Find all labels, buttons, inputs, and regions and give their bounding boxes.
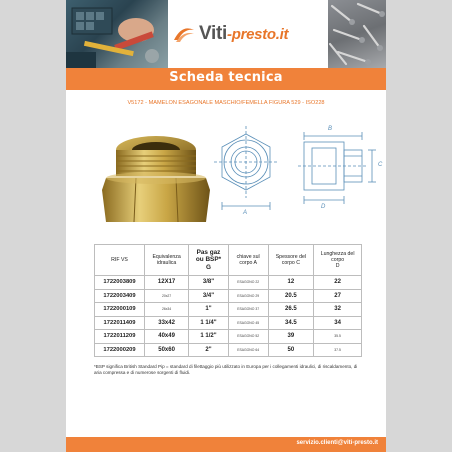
technical-drawing (206, 120, 386, 230)
product-subtitle: V5172 - MAMELON ESAGONALE MASCHIO/FEMELLA FIGURA 529 - ISO228 (127, 100, 325, 106)
col-length: Lunghezza del corpo D (314, 245, 362, 276)
header-tools-photo (66, 0, 168, 68)
drawing-label-b: B (328, 126, 333, 132)
col-equiv: Equivalenza idraulica (145, 245, 189, 276)
bsp-footnote: *BSP significa British Standard Pip = standard di filettaggio più utilizzato in Europa per i collegamenti idraulici, di riscaldamento, di aria compressa e di numerose sorgenti di fluidi. (94, 364, 358, 376)
drawing-label-a: A (243, 210, 248, 216)
footer-bar (66, 437, 386, 452)
brand-name: Viti-presto.it (199, 23, 289, 44)
brand-logo[interactable] (172, 20, 288, 48)
col-gas: Pas gaz ou BSP* G (189, 245, 229, 276)
datasheet-page (66, 0, 386, 452)
table-row: 1722011209 40x49 1 1/2" ESAGONO 52 39 35.5 (95, 330, 362, 344)
banner (66, 68, 386, 90)
header-screws-photo (328, 0, 386, 68)
spec-table-header (95, 245, 362, 276)
table-row: 1722011409 33x42 1 1/4" ESAGONO 45 34.5 34 (95, 316, 362, 330)
table-row: 1722003809 12X17 3/8" ESAGONO 22 12 22 (95, 276, 362, 290)
drawing-label-d: D (321, 204, 326, 210)
table-row: 1722000109 26x34 1" ESAGONO 37 26.5 32 (95, 303, 362, 317)
col-key: chiave sul corpo A (228, 245, 268, 276)
spec-table (94, 244, 362, 357)
product-image (90, 128, 220, 233)
banner-title: Scheda tecnica (169, 70, 283, 85)
drawing-label-c: C (378, 162, 383, 168)
col-thickness: Spessore del corpo C (268, 245, 314, 276)
table-row: 1722000209 50x60 2" ESAGONO 64 50 37.5 (95, 343, 362, 357)
swoosh-logo-icon (172, 22, 196, 46)
header (66, 0, 386, 68)
table-row: 1722003409 20x27 3/4" ESAGONO 29 20.5 27 (95, 289, 362, 303)
customer-service-email[interactable]: servizio.clienti@viti-presto.it (296, 440, 378, 446)
col-ref: RIF VS (95, 245, 145, 276)
